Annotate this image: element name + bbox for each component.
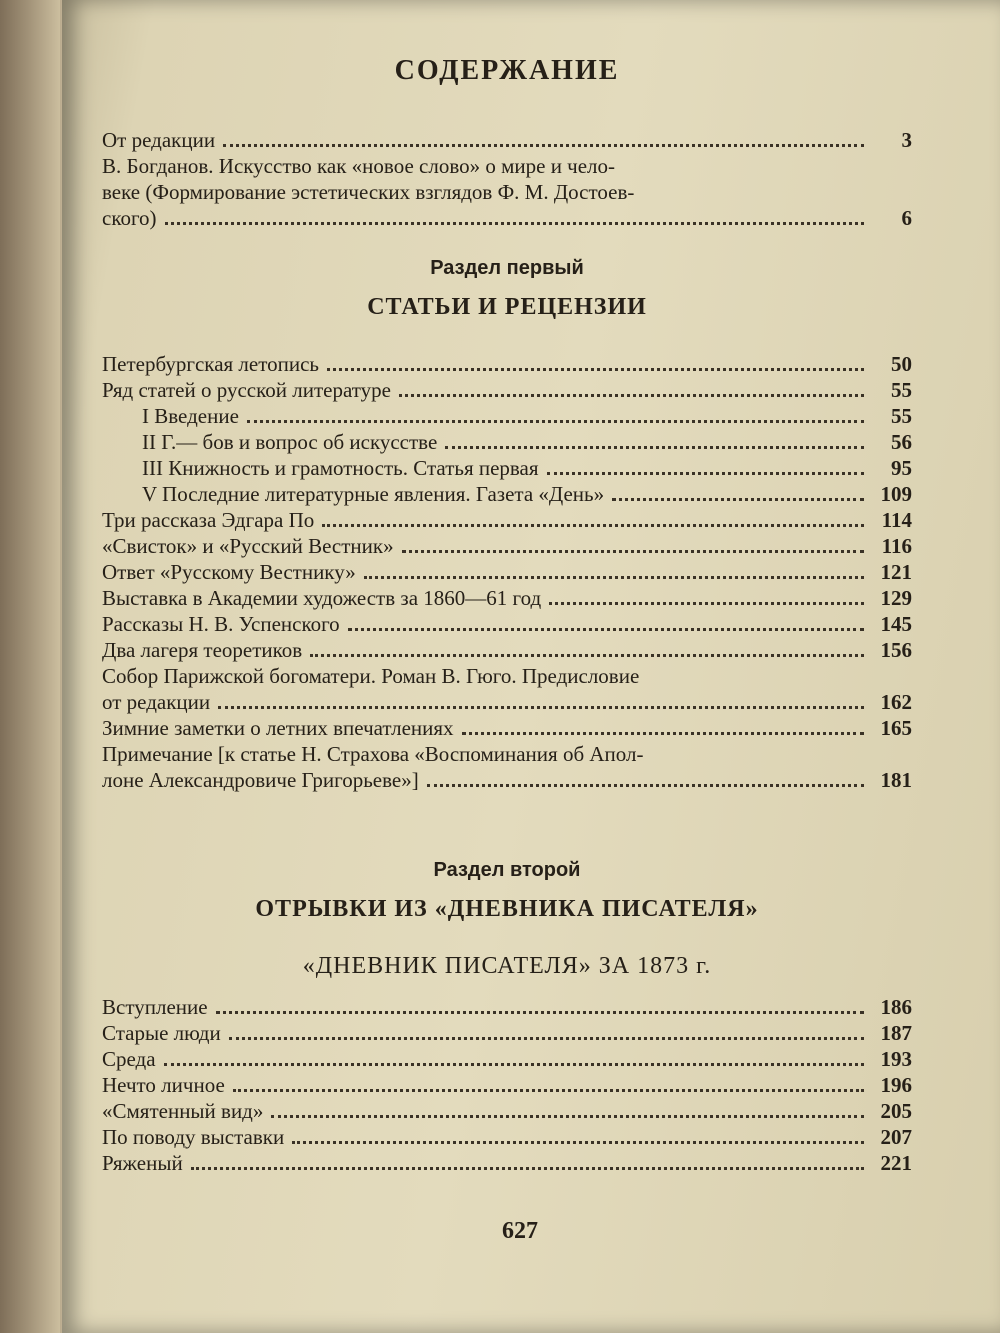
toc-entry-last-line xyxy=(102,689,912,715)
toc-entry xyxy=(102,1072,912,1098)
toc-entry-last-line xyxy=(102,127,912,153)
toc-entry-line: В. Богданов. Искусство как «новое слово» о мире и чело- xyxy=(102,154,616,178)
toc-entry-title: II Г.— бов и вопрос об искусстве xyxy=(142,430,438,454)
toc-entry-line: лоне Александровиче Григорьеве»] xyxy=(102,768,419,792)
toc-entry-page: 181 xyxy=(880,768,912,792)
book-page xyxy=(62,0,1000,1333)
toc-entry-page: 186 xyxy=(880,995,912,1019)
toc-entry-page: 193 xyxy=(880,1047,912,1071)
toc-entry xyxy=(102,351,912,377)
toc-entry-page: 156 xyxy=(880,638,912,662)
toc-entry-line: От редакции xyxy=(102,128,216,152)
toc-entry xyxy=(102,994,912,1020)
toc-entry-title: «Смятенный вид» xyxy=(102,1099,264,1123)
dot-leader xyxy=(310,654,864,657)
toc-entry-page: 116 xyxy=(881,534,912,558)
toc-entry-page: 50 xyxy=(891,352,912,376)
toc-entry xyxy=(102,533,912,559)
toc-entry-title: Ряженый xyxy=(102,1151,183,1175)
toc-entry-line: Собор Парижской богоматери. Роман В. Гюго. Предисловие xyxy=(102,664,640,688)
toc-entry-page: 207 xyxy=(880,1125,912,1149)
toc-entry-title: Старые люди xyxy=(102,1021,221,1045)
toc-entry-title: V Последние литературные явления. Газета «День» xyxy=(142,482,605,506)
toc-entry-title: Нечто личное xyxy=(102,1073,225,1097)
toc-entry xyxy=(102,637,912,663)
toc-entry-page: 3 xyxy=(901,128,912,152)
dot-leader xyxy=(164,1063,864,1066)
toc-entry-last-line xyxy=(102,767,912,793)
dot-leader xyxy=(271,1115,864,1118)
toc-entry xyxy=(102,455,912,481)
toc-entry-page: 56 xyxy=(891,430,912,454)
dot-leader xyxy=(445,446,864,449)
toc-entry-title: Ответ «Русскому Вестнику» xyxy=(102,560,356,584)
toc-entry xyxy=(102,1098,912,1124)
section-2-list xyxy=(102,994,912,1176)
toc-entry xyxy=(102,153,912,231)
section-2-title: ОТРЫВКИ ИЗ «ДНЕВНИКА ПИСАТЕЛЯ» xyxy=(255,896,759,922)
toc-entry xyxy=(102,403,912,429)
toc-entry xyxy=(102,1150,912,1176)
toc-entry-line: Примечание [к статье Н. Страхова «Воспоминания об Апол- xyxy=(102,742,644,766)
toc-entry-line: ского) xyxy=(102,206,157,230)
toc-entry xyxy=(102,741,912,793)
toc-entry xyxy=(102,663,912,715)
toc-entry-page: 162 xyxy=(880,690,912,714)
dot-leader xyxy=(399,394,864,397)
dot-leader xyxy=(292,1141,864,1144)
toc-entry-title: Выставка в Академии художеств за 1860—61 год xyxy=(102,586,542,610)
page-number: 627 xyxy=(502,1218,538,1244)
toc-entry-title: Ряд статей о русской литературе xyxy=(102,378,391,402)
toc-entry-page: 95 xyxy=(891,456,912,480)
dot-leader xyxy=(364,576,864,579)
toc-entry-page: 205 xyxy=(880,1099,912,1123)
dot-leader xyxy=(547,472,864,475)
dot-leader xyxy=(348,628,864,631)
dot-leader xyxy=(327,368,864,371)
dot-leader xyxy=(612,498,864,501)
dot-leader xyxy=(218,706,864,709)
toc-entry xyxy=(102,429,912,455)
toc-entry-page: 221 xyxy=(880,1151,912,1175)
toc-entry-page: 121 xyxy=(880,560,912,584)
toc-entry-page: 187 xyxy=(880,1021,912,1045)
toc-entry xyxy=(102,1046,912,1072)
toc-entry-title: Петербургская летопись xyxy=(102,352,319,376)
dot-leader xyxy=(402,550,864,553)
toc-entry-title: «Свисток» и «Русский Вестник» xyxy=(102,534,394,558)
toc-entry-title: Зимние заметки о летних впечатлениях xyxy=(102,716,454,740)
toc-entry-page: 196 xyxy=(880,1073,912,1097)
toc-entry xyxy=(102,585,912,611)
dot-leader xyxy=(229,1037,864,1040)
dot-leader xyxy=(191,1167,864,1170)
page-title: СОДЕРЖАНИЕ xyxy=(394,55,620,86)
toc-entry-title: Вступление xyxy=(102,995,208,1019)
toc-entry-title: Рассказы Н. В. Успенского xyxy=(102,612,340,636)
left-page-edge xyxy=(0,0,60,1333)
section-2-subsection-title: «ДНЕВНИК ПИСАТЕЛЯ» ЗА 1873 г. xyxy=(302,953,712,979)
dot-leader xyxy=(322,524,864,527)
toc-entry-page: 145 xyxy=(880,612,912,636)
dot-leader xyxy=(223,144,864,147)
toc-entry xyxy=(102,127,912,153)
section-1-label: Раздел первый xyxy=(430,257,584,279)
toc-entry xyxy=(102,1020,912,1046)
dot-leader xyxy=(216,1011,864,1014)
toc-entry xyxy=(102,559,912,585)
toc-entry-title: I Введение xyxy=(142,404,239,428)
toc-entry xyxy=(102,507,912,533)
toc-entry-title: Два лагеря теоретиков xyxy=(102,638,303,662)
dot-leader xyxy=(165,222,864,225)
toc-entry-line: от редакции xyxy=(102,690,211,714)
toc-entry xyxy=(102,377,912,403)
dot-leader xyxy=(247,420,864,423)
toc-entry-page: 55 xyxy=(891,378,912,402)
toc-entry-title: Среда xyxy=(102,1047,156,1071)
toc-entry xyxy=(102,715,912,741)
toc-entry-page: 129 xyxy=(880,586,912,610)
section-1-title: СТАТЬИ И РЕЦЕНЗИИ xyxy=(367,294,647,320)
toc-entry-title: Три рассказа Эдгара По xyxy=(102,508,315,532)
toc-entry-page: 109 xyxy=(880,482,912,506)
toc-entry xyxy=(102,1124,912,1150)
toc-entry-last-line xyxy=(102,205,912,231)
dot-leader xyxy=(233,1089,864,1092)
toc-entry-title: По поводу выставки xyxy=(102,1125,285,1149)
section-1-list xyxy=(102,351,912,793)
toc-entry-title: III Книжность и грамотность. Статья первая xyxy=(142,456,539,480)
toc-entry-page: 6 xyxy=(901,206,912,230)
toc-entry xyxy=(102,481,912,507)
table-of-contents xyxy=(102,55,912,1176)
toc-entry-line: веке (Формирование эстетических взглядов Ф. М. Достоев- xyxy=(102,180,635,204)
toc-entry xyxy=(102,611,912,637)
front-matter-list xyxy=(102,127,912,231)
toc-entry-page: 55 xyxy=(891,404,912,428)
dot-leader xyxy=(549,602,864,605)
dot-leader xyxy=(462,732,864,735)
dot-leader xyxy=(427,784,864,787)
section-2-label: Раздел второй xyxy=(433,859,581,881)
toc-entry-page: 114 xyxy=(881,508,912,532)
toc-entry-page: 165 xyxy=(880,716,912,740)
